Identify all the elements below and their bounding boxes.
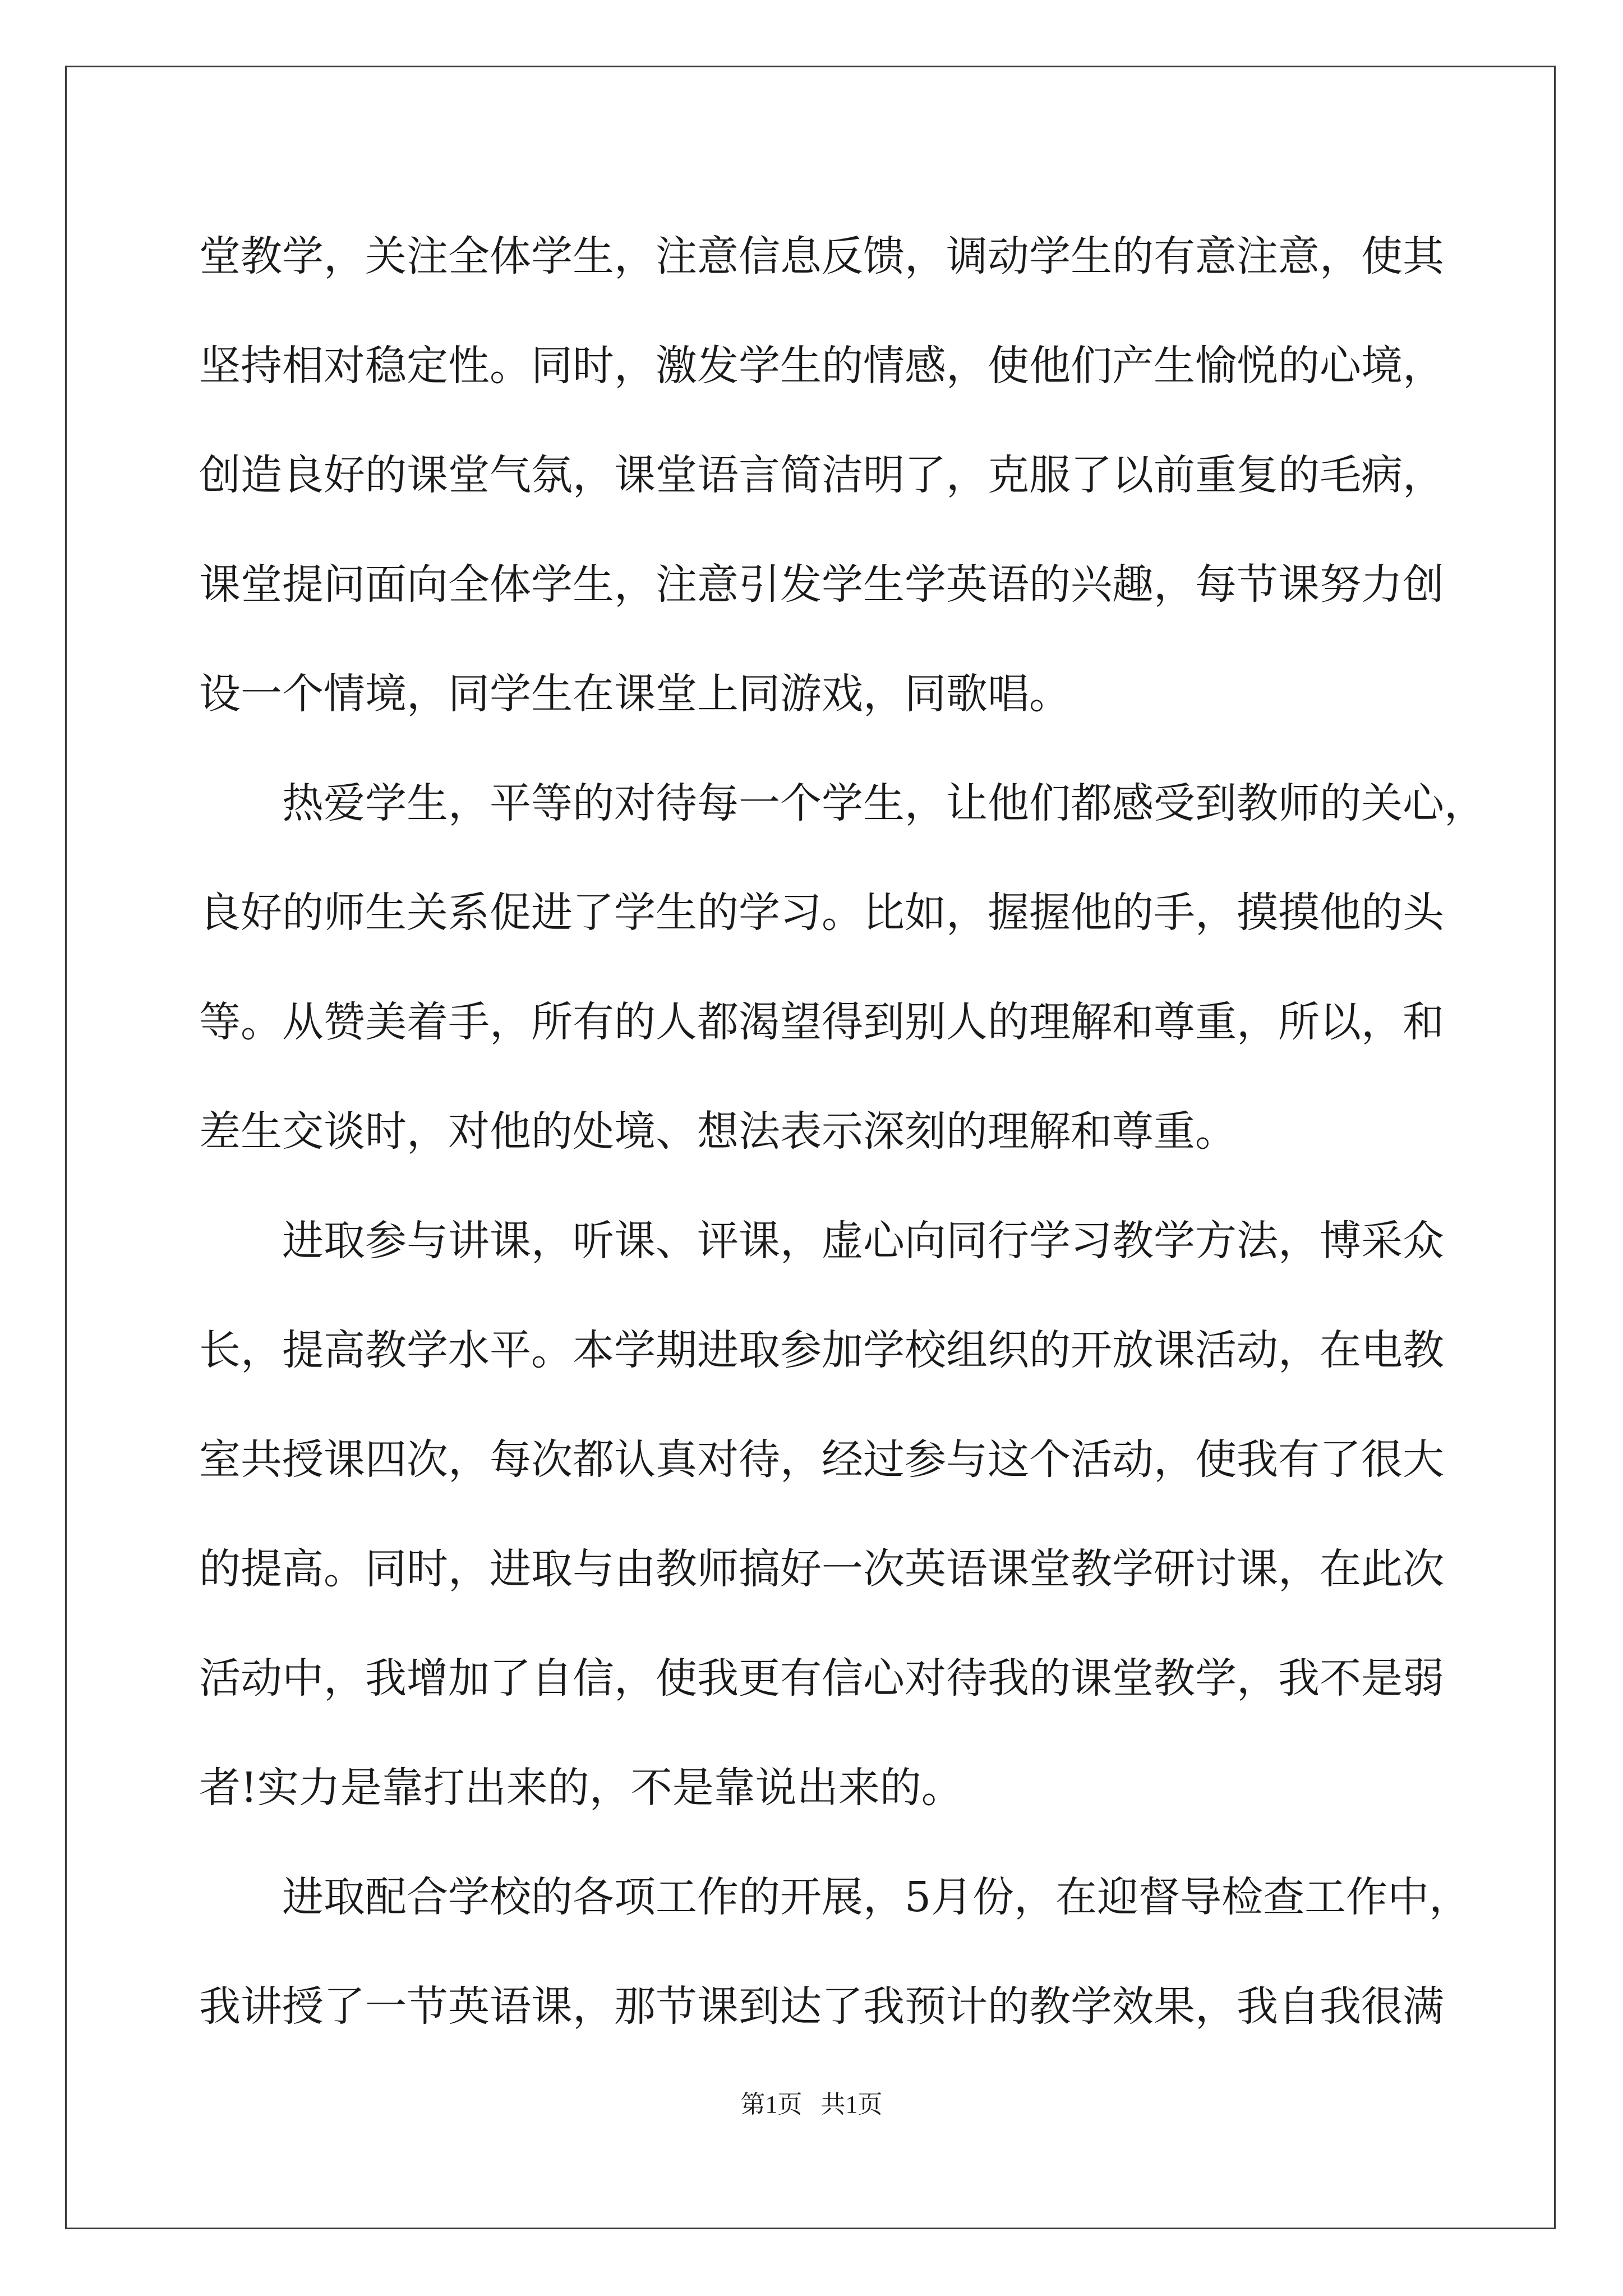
- text-line: 设一个情境，同学生在课堂上同游戏，同歌唱。: [199, 670, 1071, 718]
- text-line: 进取配合学校的各项工作的开展，5月份，在迎督导检查工作中，: [282, 1873, 1471, 1921]
- page-total: 共1页: [820, 2091, 883, 2118]
- text-line: 的提高。同时，进取与由教师搞好一次英语课堂教学研讨课，在此次: [199, 1545, 1444, 1593]
- text-line: 长，提高教学水平。本学期进取参加学校组织的开放课活动，在电教: [199, 1326, 1444, 1374]
- text-line: 创造良好的课堂气氛，课堂语言简洁明了，克服了以前重复的毛病，: [199, 451, 1444, 499]
- text-line: 热爱学生，平等的对待每一个学生，让他们都感受到教师的关心，: [282, 779, 1486, 827]
- text-line: 良好的师生关系促进了学生的学习。比如，握握他的手，摸摸他的头: [199, 889, 1444, 937]
- text-line: 室共授课四次，每次都认真对待，经过参与这个活动，使我有了很大: [199, 1435, 1444, 1484]
- text-line: 进取参与讲课，听课、评课，虚心向同行学习教学方法，博采众: [282, 1217, 1444, 1265]
- text-line: 坚持相对稳定性。同时，激发学生的情感，使他们产生愉悦的心境，: [199, 342, 1444, 390]
- page-footer: [0, 2084, 1623, 2120]
- text-line: 课堂提问面向全体学生，注意引发学生学英语的兴趣，每节课努力创: [199, 560, 1444, 609]
- body-text: [199, 202, 1486, 2062]
- page-number: 第1页: [740, 2091, 803, 2118]
- text-line: 者!实力是靠打出来的，不是靠说出来的。: [199, 1764, 963, 1812]
- text-line: 等。从赞美着手，所有的人都渴望得到别人的理解和尊重，所以，和: [199, 998, 1444, 1046]
- text-line: 活动中，我增加了自信，使我更有信心对待我的课堂教学，我不是弱: [199, 1654, 1444, 1703]
- text-line: 堂教学，关注全体学生，注意信息反馈，调动学生的有意注意，使其: [199, 232, 1444, 280]
- text-line: 我讲授了一节英语课，那节课到达了我预计的教学效果，我自我很满: [199, 1982, 1444, 2031]
- text-line: 差生交谈时，对他的处境、想法表示深刻的理解和尊重。: [199, 1107, 1237, 1156]
